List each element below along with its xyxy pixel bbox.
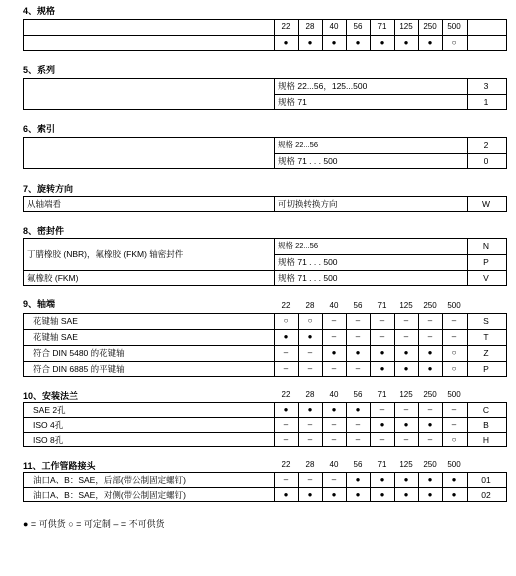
s11-availability-mark: ● [307,489,313,499]
s10-availability-mark: ● [355,404,361,414]
s10-row-label: ISO 8孔 [33,434,64,445]
s11-size-header: 22 [281,460,291,469]
s10-size-header: 22 [281,390,291,399]
s11-availability-mark: ● [451,474,457,484]
s9-size-header: 71 [377,301,387,310]
s9-row-code: Z [483,348,489,358]
legend: ● = 可供货 ○ = 可定制 – = 不可供货 [23,519,165,529]
s9-availability-mark: ● [331,348,337,357]
s11-availability-mark: ● [355,489,361,499]
s9-availability-mark: ● [427,348,433,357]
s9-availability-mark: ● [379,348,385,357]
s10-size-header: 250 [423,390,437,399]
s10-availability-mark: – [451,419,457,429]
s10-availability-mark: – [403,404,409,414]
s9-availability-mark: – [403,316,409,325]
section-9-title: 9、轴端 [23,299,56,309]
s10-availability-mark: – [355,434,361,444]
s9-availability-mark: – [355,316,361,325]
s9-availability-mark: – [307,364,313,373]
row-divider [23,361,507,362]
s11-row-code: 02 [481,489,491,500]
s4-size-header: 71 [377,22,387,31]
s10-row-label: SAE 2孔 [33,404,66,415]
s4-size-header: 500 [447,22,461,31]
s10-availability-mark: ● [331,404,337,414]
s8-row1-text: 规格 22...56 [278,241,319,250]
s6-row2-code: 0 [483,156,489,166]
s11-availability-mark: – [331,474,337,484]
s10-size-header: 28 [305,390,315,399]
s10-row-code: H [482,434,490,445]
s9-availability-mark: – [451,316,457,325]
s4-size-header: 125 [399,22,413,31]
s9-row-code: P [483,364,489,374]
s10-availability-mark: – [331,434,337,444]
s9-availability-mark: ● [427,364,433,373]
s10-availability-mark: – [355,419,361,429]
s10-availability-mark: – [331,419,337,429]
s9-availability-mark: – [451,332,457,341]
section-6-title: 6、索引 [23,124,56,134]
s11-size-header: 500 [447,460,461,469]
s9-availability-mark: ● [283,332,289,341]
s9-size-header: 250 [423,301,437,310]
s4-availability-mark: ● [307,38,313,47]
s9-availability-mark: ● [355,348,361,357]
s10-availability-mark: ● [403,419,409,429]
s11-availability-mark: ● [379,474,385,484]
s8-label-2: 氟橡胶 (FKM) [27,273,79,283]
section-5-title: 5、系列 [23,65,56,75]
s5-row2-code: 1 [483,97,489,107]
s4-size-header: 22 [281,22,291,31]
row-divider [23,345,507,346]
s11-row-label: 油口A、B：SAE，后部(带公制固定螺钉) [33,474,187,485]
s4-availability-mark: ○ [451,38,457,47]
row-divider [23,329,507,330]
s10-availability-mark: ● [307,404,313,414]
s11-availability-mark: – [307,474,313,484]
s10-row-code: B [483,419,489,430]
s10-availability-mark: ● [379,419,385,429]
s11-size-header: 71 [377,460,387,469]
s4-availability-mark: ● [403,38,409,47]
s5-row1-text: 规格 22...56，125...500 [278,81,368,91]
s10-availability-mark: – [379,404,385,414]
s10-availability-mark: – [283,419,289,429]
s11-availability-mark: ● [403,474,409,484]
s11-availability-mark: ● [427,474,433,484]
s8-row3-code: V [483,273,489,283]
s11-size-header: 28 [305,460,315,469]
section-7-table [23,196,507,212]
s9-row-label: 花键轴 SAE [33,332,78,342]
s10-size-header: 40 [329,390,339,399]
s9-row-label: 花键轴 SAE [33,316,78,326]
s10-size-header: 71 [377,390,387,399]
section-8-table [23,238,507,286]
s4-availability-mark: ● [331,38,337,47]
section-8-title: 8、密封件 [23,226,65,236]
s4-size-header: 56 [353,22,363,31]
s6-row1-text: 规格 22...56 [278,140,319,149]
s9-availability-mark: – [283,364,289,373]
s11-size-header: 56 [353,460,363,469]
s9-size-header: 22 [281,301,291,310]
s11-availability-mark: ● [403,489,409,499]
s9-availability-mark: ○ [451,348,457,357]
s4-availability-mark: ● [379,38,385,47]
s9-size-header: 125 [399,301,413,310]
s5-row1-code: 3 [483,81,489,91]
s8-row2-text: 规格 71 . . . 500 [278,257,338,267]
s11-row-label: 油口A、B：SAE，对侧(带公制固定螺钉) [33,489,187,500]
s10-availability-mark: – [403,434,409,444]
s10-availability-mark: – [307,419,313,429]
s4-size-header: 250 [423,22,437,31]
s9-size-header: 40 [329,301,339,310]
s11-availability-mark: – [283,474,289,484]
s11-size-header: 250 [423,460,437,469]
s8-row2-code: P [483,257,489,267]
s9-row-label: 符合 DIN 6885 的平键轴 [33,364,125,374]
s9-availability-mark: – [355,364,361,373]
s7-text: 可切换转换方向 [278,199,338,209]
s9-availability-mark: ● [403,348,409,357]
s10-row-label: ISO 4孔 [33,419,64,430]
s10-availability-mark: ● [283,404,289,414]
s10-availability-mark: – [307,434,313,444]
s10-availability-mark: – [283,434,289,444]
s10-availability-mark: – [379,434,385,444]
s9-availability-mark: ○ [307,316,313,325]
s9-availability-mark: – [331,332,337,341]
s11-availability-mark: ● [355,474,361,484]
s8-label-1: 丁腈橡胶 (NBR)，氟橡胶 (FKM) 轴密封件 [27,249,184,259]
s4-size-header: 28 [305,22,315,31]
s9-row-code: T [483,332,489,342]
s5-row2-text: 规格 71 [278,97,307,107]
s9-row-code: S [483,316,489,326]
s10-availability-mark: – [427,404,433,414]
column-divider [467,19,468,51]
s6-row1-code: 2 [483,140,489,150]
section-7-title: 7、旋转方向 [23,184,74,194]
s7-code: W [481,199,491,209]
s10-availability-mark: – [427,434,433,444]
s9-availability-mark: – [307,348,313,357]
s9-availability-mark: ○ [283,316,289,325]
s11-size-header: 40 [329,460,339,469]
s10-size-header: 56 [353,390,363,399]
s4-availability-mark: ● [283,38,289,47]
s10-size-header: 500 [447,390,461,399]
s9-availability-mark: – [379,316,385,325]
s9-availability-mark: – [355,332,361,341]
section-4-title: 4、规格 [23,6,56,16]
section-10-title: 10、安装法兰 [23,391,79,401]
s10-size-header: 125 [399,390,413,399]
s11-availability-mark: ● [331,489,337,499]
s9-availability-mark: – [427,332,433,341]
s10-availability-mark: ○ [451,434,457,444]
s9-availability-mark: – [331,316,337,325]
s9-size-header: 28 [305,301,315,310]
s9-size-header: 56 [353,301,363,310]
s6-row2-text: 规格 71 . . . 500 [278,156,338,166]
s10-row-code: C [482,404,490,415]
s8-row1-code: N [482,241,490,251]
s11-availability-mark: ● [283,489,289,499]
s9-availability-mark: – [379,332,385,341]
s4-availability-mark: ● [427,38,433,47]
s9-availability-mark: – [283,348,289,357]
s4-size-header: 40 [329,22,339,31]
s10-availability-mark: ● [427,419,433,429]
s4-availability-mark: ● [355,38,361,47]
s11-availability-mark: ● [379,489,385,499]
s9-availability-mark: – [403,332,409,341]
s9-availability-mark: – [427,316,433,325]
s11-size-header: 125 [399,460,413,469]
s9-availability-mark: ● [307,332,313,341]
s9-size-header: 500 [447,301,461,310]
s11-row-code: 01 [481,474,491,485]
s9-availability-mark: ● [403,364,409,373]
s7-label: 从轴端看 [27,199,62,209]
s11-availability-mark: ● [451,489,457,499]
s9-availability-mark: ○ [451,364,457,373]
s10-availability-mark: – [451,404,457,414]
s9-availability-mark: – [331,364,337,373]
s11-availability-mark: ● [427,489,433,499]
s9-row-label: 符合 DIN 5480 的花键轴 [33,348,125,358]
s8-row3-text: 规格 71 . . . 500 [278,273,338,283]
s9-availability-mark: ● [379,364,385,373]
section-11-title: 11、工作管路接头 [23,461,96,471]
